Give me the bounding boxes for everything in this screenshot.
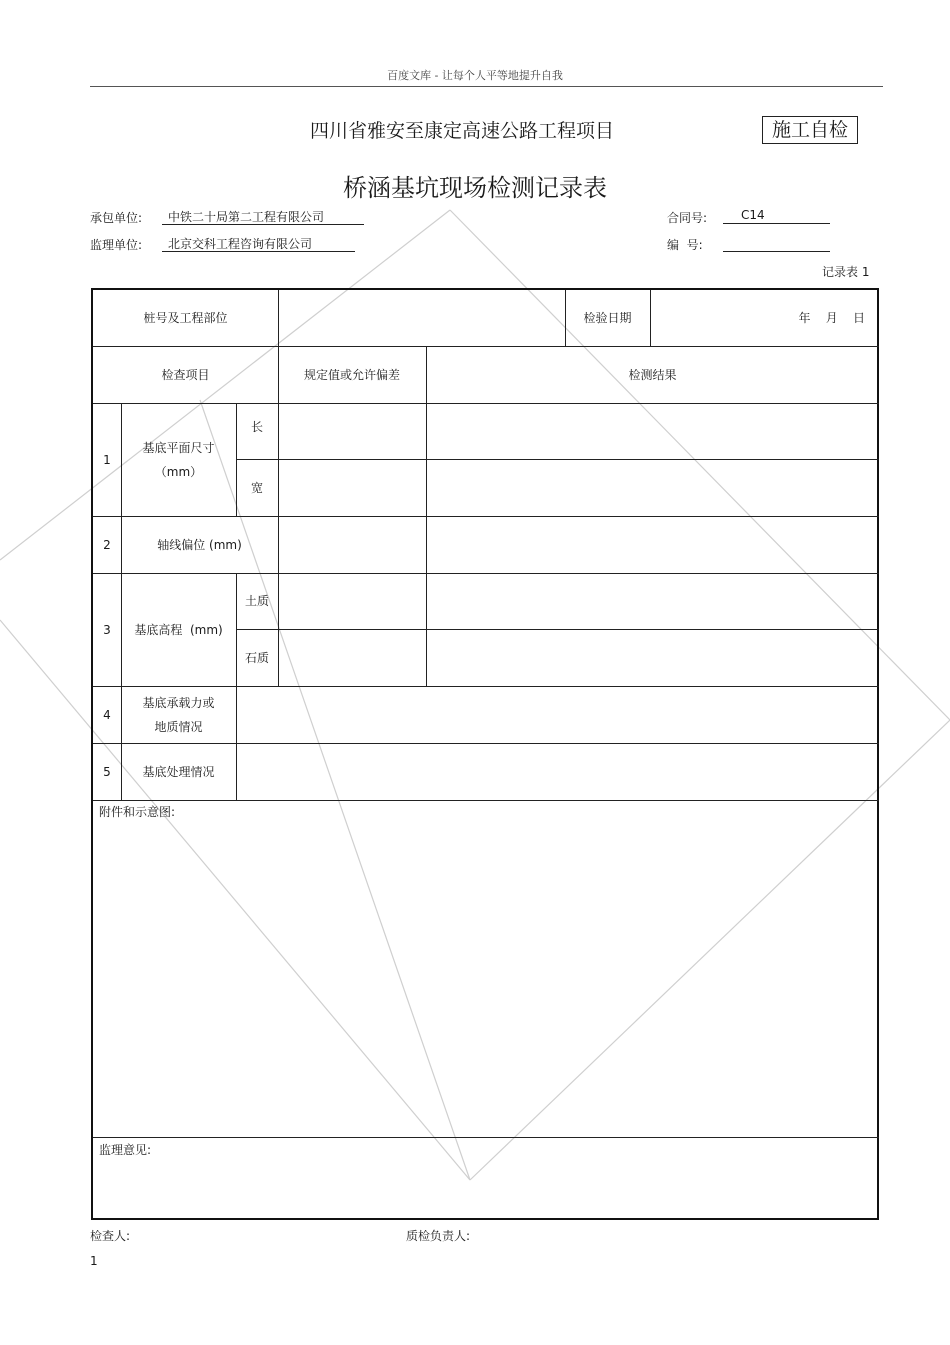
date-value[interactable]: 年 月 日: [798, 311, 865, 325]
sub-rock: 石质: [244, 650, 269, 665]
supervision-label: 监理意见:: [99, 1143, 152, 1157]
attachments-label: 附件和示意图:: [99, 805, 176, 819]
sub-soil: 土质: [244, 594, 269, 608]
serial-value: [723, 235, 830, 252]
row-number: 2: [103, 537, 111, 552]
contract-label: 合同号:: [667, 211, 708, 225]
inspector-label: 检查人:: [90, 1229, 131, 1243]
sub-width: 宽: [250, 480, 263, 495]
self-check-stamp: 施工自检: [762, 116, 858, 144]
contractor-value: 中铁二十局第二工程有限公司: [162, 208, 364, 225]
row-divider: [93, 800, 879, 801]
col-result-header: 检测结果: [628, 367, 677, 382]
qc-label: 质检负责人:: [406, 1229, 471, 1243]
row-number: 3: [103, 622, 111, 637]
item-plan-size: [121, 403, 236, 516]
sub-length: 长: [250, 420, 263, 434]
col-spec-header: 规定值或允许偏差: [303, 367, 400, 382]
serial-label: 编 号:: [667, 238, 703, 252]
item-name-line2: 地质情况: [154, 719, 203, 734]
row-divider: [236, 459, 879, 460]
form-title: 桥涵基坑现场检测记录表: [343, 174, 607, 202]
station-value[interactable]: [278, 290, 565, 346]
inspection-table: [91, 288, 879, 1220]
item-unit: （mm）: [154, 464, 203, 479]
record-label: 记录表 1: [822, 265, 870, 279]
row-number: 1: [103, 452, 111, 467]
page-number: 1: [90, 1254, 98, 1268]
item-base-treatment: 基底处理情况: [142, 764, 215, 779]
item-axis-offset: 轴线偏位 (mm): [157, 537, 242, 552]
col-item-header: 检查项目: [161, 367, 210, 382]
item-bearing-capacity: [121, 686, 236, 743]
supervisor-value: 北京交科工程咨询有限公司: [162, 235, 355, 252]
supervisor-label: 监理单位:: [90, 238, 143, 252]
item-name-line1: 基底承载力或: [142, 695, 215, 710]
row-number: 4: [103, 707, 111, 722]
contract-value: C14: [723, 208, 830, 224]
item-name: 基底平面尺寸: [142, 440, 215, 455]
row-divider: [236, 629, 879, 630]
site-header: 百度文库 - 让每个人平等地提升自我: [387, 69, 563, 82]
row-divider: [93, 1137, 879, 1138]
header-divider: [90, 86, 883, 87]
date-label: 检验日期: [583, 311, 632, 325]
row-number: 5: [103, 764, 111, 779]
item-base-elevation: 基底高程 (mm): [134, 622, 223, 637]
project-title: 四川省雅安至康定高速公路工程项目: [310, 120, 615, 142]
contractor-label: 承包单位:: [90, 211, 143, 225]
station-label: 桩号及工程部位: [143, 311, 228, 325]
